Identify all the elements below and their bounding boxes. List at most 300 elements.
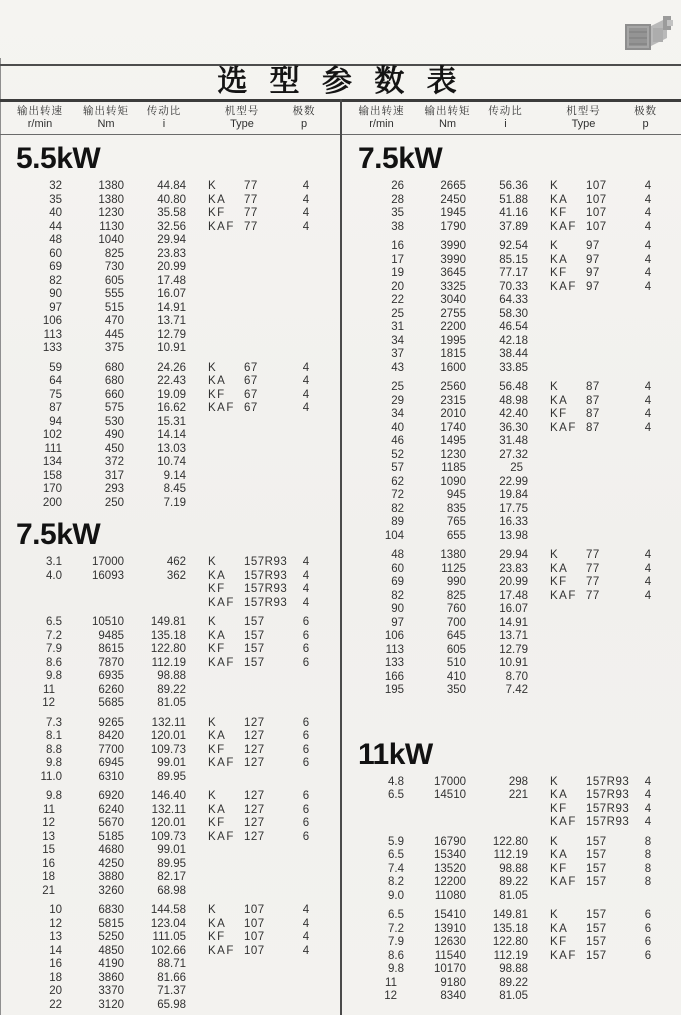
type-size-cell: 107	[244, 904, 265, 916]
type-letter-cell: KA	[550, 193, 569, 206]
type-letter-cell: KAF	[208, 220, 235, 233]
table-row	[0, 470, 340, 484]
poles-cell: 6	[644, 936, 652, 948]
type-size-cell: 157	[586, 949, 607, 962]
poles-cell	[286, 670, 326, 684]
type-size-cell	[584, 308, 628, 322]
table-row	[342, 335, 681, 349]
speed-cell: 69	[391, 576, 404, 588]
torque-cell: 1995	[440, 334, 466, 347]
type-letter-cell: KF	[208, 743, 226, 756]
type-size-cell	[584, 530, 628, 544]
type-size-cell	[242, 771, 286, 785]
column-header-unit: r/min	[27, 118, 53, 130]
torque-cell	[404, 816, 466, 830]
ratio-cell: 16.33	[499, 516, 528, 528]
table-row	[342, 462, 681, 476]
type-letter-cell	[188, 329, 242, 343]
ratio-cell: 144.58	[150, 904, 186, 916]
torque-cell: 730	[104, 261, 124, 273]
ratio-cell: 13.71	[499, 630, 528, 642]
type-size-cell	[242, 429, 286, 443]
ratio-cell: 29.94	[499, 549, 528, 561]
ratio-cell: 81.66	[157, 971, 186, 984]
ratio-group	[342, 549, 681, 698]
type-size-cell	[584, 321, 628, 335]
ratio-cell: 17.48	[157, 274, 186, 287]
type-letter-cell	[188, 315, 242, 329]
type-letter-cell: K	[550, 180, 560, 192]
ratio-cell: 64.33	[499, 294, 528, 306]
table-row	[342, 294, 681, 308]
poles-cell	[628, 321, 668, 335]
poles-cell: 6	[302, 743, 310, 756]
speed-cell: 9.8	[46, 757, 62, 769]
type-letter-cell: K	[208, 361, 218, 374]
poles-cell: 4	[644, 207, 652, 219]
type-size-cell: 97	[586, 240, 600, 252]
type-size-cell	[584, 348, 628, 362]
type-letter-cell	[530, 362, 584, 376]
type-letter-cell	[188, 697, 242, 711]
table-row	[0, 871, 340, 885]
type-letter-cell	[530, 516, 584, 530]
type-letter-cell: KAF	[550, 949, 577, 962]
type-size-cell	[584, 449, 628, 463]
ratio-cell: 42.40	[499, 408, 528, 420]
type-size-cell: 87	[586, 381, 600, 393]
table-row	[0, 697, 340, 711]
ratio-group	[0, 180, 340, 356]
speed-cell: 48	[391, 549, 404, 561]
ratio-cell: 23.83	[499, 562, 528, 575]
ratio-cell: 14.14	[157, 429, 186, 441]
type-letter-cell: KAF	[550, 280, 577, 293]
speed-cell: 133	[384, 657, 404, 669]
table-row	[342, 977, 681, 991]
poles-cell: 8	[644, 862, 652, 875]
poles-cell: 6	[644, 909, 652, 921]
column-header-unit: i	[504, 118, 507, 130]
torque-cell: 14510	[434, 789, 466, 801]
poles-cell: 4	[302, 917, 310, 930]
type-letter-cell: K	[208, 790, 218, 802]
speed-cell: 133	[42, 342, 62, 354]
table-row	[342, 395, 681, 409]
torque-cell: 3260	[98, 884, 124, 897]
table-row	[0, 684, 340, 698]
ratio-cell: 146.40	[150, 790, 186, 802]
poles-cell: 4	[644, 549, 652, 561]
poles-cell: 4	[644, 193, 652, 206]
torque-cell: 6830	[98, 904, 124, 916]
type-size-cell: 87	[586, 408, 600, 420]
ratio-cell: 20.99	[157, 261, 186, 273]
torque-cell: 2450	[440, 193, 466, 206]
speed-cell: 60	[391, 562, 404, 575]
power-section	[0, 142, 340, 510]
type-size-cell: 87	[586, 421, 600, 434]
ratio-cell: 56.36	[499, 180, 528, 192]
gearmotor-photo-icon	[623, 12, 675, 62]
poles-cell: 4	[644, 816, 652, 828]
type-size-cell: 157R93	[244, 583, 288, 595]
ratio-cell: 88.71	[157, 958, 186, 970]
torque-cell: 2560	[440, 381, 466, 393]
type-letter-cell	[188, 885, 242, 899]
speed-cell: 4.0	[46, 569, 62, 582]
table-row	[0, 375, 340, 389]
poles-cell: 6	[302, 716, 310, 729]
table-body	[0, 142, 681, 1012]
column-header-unit: Type	[230, 118, 254, 130]
poles-cell: 4	[644, 280, 652, 293]
type-size-cell: 157	[586, 922, 607, 935]
poles-cell	[628, 435, 668, 449]
torque-cell: 1790	[440, 220, 466, 233]
type-letter-cell: KF	[208, 643, 226, 655]
ratio-cell: 98.88	[499, 862, 528, 875]
type-size-cell	[584, 362, 628, 376]
table-row	[0, 315, 340, 329]
table-row	[0, 999, 340, 1013]
torque-cell: 2315	[440, 394, 466, 407]
speed-cell: 82	[391, 589, 404, 602]
poles-cell	[286, 288, 326, 302]
speed-cell: 35	[391, 207, 404, 219]
ratio-cell: 29.94	[157, 234, 186, 246]
torque-cell: 700	[446, 616, 466, 629]
column-header	[422, 104, 474, 131]
type-size-cell: 77	[244, 180, 258, 192]
torque-cell: 3325	[440, 280, 466, 293]
table-row	[342, 221, 681, 235]
speed-cell: 22	[391, 294, 404, 306]
type-size-cell: 67	[244, 402, 258, 414]
speed-cell: 32	[49, 180, 62, 192]
type-size-cell	[584, 603, 628, 617]
type-letter-cell	[530, 321, 584, 335]
ratio-cell: 7.42	[505, 684, 528, 696]
type-size-cell	[242, 697, 286, 711]
ratio-cell: 89.22	[157, 683, 186, 696]
torque-cell: 9265	[98, 716, 124, 729]
torque-cell: 3645	[440, 267, 466, 279]
speed-cell: 16	[391, 240, 404, 252]
poles-cell: 4	[302, 931, 310, 943]
table-row	[342, 849, 681, 863]
speed-cell: 40	[391, 421, 404, 434]
table-row	[342, 449, 681, 463]
speed-cell: 12	[42, 817, 55, 829]
type-size-cell: 97	[586, 280, 600, 293]
ratio-cell: 24.26	[157, 361, 186, 374]
speed-cell: 34	[391, 408, 404, 420]
poles-cell	[628, 963, 668, 977]
table-row	[0, 771, 340, 785]
poles-cell	[628, 362, 668, 376]
poles-cell	[286, 871, 326, 885]
torque-cell: 1380	[440, 549, 466, 561]
torque-cell: 1130	[99, 220, 124, 233]
ratio-group	[0, 556, 340, 610]
type-size-cell	[242, 342, 286, 356]
poles-cell: 6	[302, 616, 310, 628]
column-header	[288, 104, 320, 131]
column-header-label: 极数	[634, 105, 657, 117]
table-row	[0, 362, 340, 376]
poles-cell: 4	[644, 240, 652, 252]
ratio-cell	[124, 583, 188, 597]
type-letter-cell	[530, 435, 584, 449]
type-size-cell: 157	[586, 835, 607, 848]
poles-cell	[286, 261, 326, 275]
speed-cell: 170	[42, 483, 62, 495]
poles-cell	[628, 671, 668, 685]
table-row	[342, 503, 681, 517]
poles-cell: 4	[302, 569, 310, 582]
ratio-cell: 65.98	[157, 998, 186, 1011]
poles-cell: 8	[644, 849, 652, 861]
table-row	[342, 963, 681, 977]
torque-cell: 945	[446, 489, 466, 501]
type-size-cell: 77	[586, 562, 600, 575]
torque-cell: 1495	[440, 435, 466, 447]
ratio-cell: 81.05	[499, 889, 528, 902]
poles-cell	[628, 294, 668, 308]
poles-cell	[286, 429, 326, 443]
ratio-cell: 149.81	[150, 616, 186, 628]
speed-cell: 11	[43, 683, 55, 696]
torque-cell: 445	[104, 328, 124, 341]
ratio-cell: 123.04	[150, 917, 186, 930]
torque-cell: 765	[446, 516, 466, 528]
table-row	[0, 885, 340, 899]
speed-cell: 111	[44, 442, 62, 455]
ratio-cell: 221	[508, 789, 528, 801]
type-letter-cell: KA	[550, 562, 569, 575]
type-letter-cell	[188, 497, 242, 511]
torque-cell: 1125	[441, 562, 466, 575]
type-size-cell	[242, 999, 286, 1013]
type-letter-cell: K	[550, 381, 560, 393]
type-letter-cell	[530, 449, 584, 463]
ratio-cell: 71.37	[157, 985, 186, 997]
type-size-cell	[242, 470, 286, 484]
speed-cell: 18	[49, 971, 62, 984]
column-header	[80, 104, 132, 131]
ratio-cell: 112.19	[151, 656, 186, 669]
poles-cell	[286, 329, 326, 343]
type-size-cell	[584, 462, 628, 476]
type-letter-cell	[188, 429, 242, 443]
type-letter-cell	[530, 977, 584, 991]
table-row	[342, 816, 681, 830]
speed-cell: 11.0	[40, 770, 62, 783]
type-letter-cell	[188, 416, 242, 430]
poles-cell: 4	[302, 375, 310, 387]
table-row	[342, 530, 681, 544]
column-header-label: 输出转矩	[83, 105, 129, 117]
type-letter-cell	[188, 342, 242, 356]
type-letter-cell: KAF	[550, 220, 577, 233]
type-letter-cell: KA	[550, 253, 569, 266]
ratio-cell: 132.11	[151, 716, 186, 729]
poles-cell	[628, 684, 668, 698]
table-row	[342, 630, 681, 644]
poles-cell: 6	[302, 629, 310, 642]
ratio-cell: 31.48	[499, 435, 528, 447]
ratio-cell: 10.74	[157, 456, 186, 468]
poles-cell	[286, 858, 326, 872]
type-letter-cell: KF	[550, 802, 568, 815]
table-row	[0, 717, 340, 731]
poles-cell: 6	[302, 643, 310, 655]
speed-cell: 12	[384, 990, 397, 1002]
type-letter-cell: KF	[550, 862, 568, 875]
poles-cell	[286, 497, 326, 511]
torque-cell: 515	[104, 301, 124, 314]
torque-cell: 6935	[98, 670, 124, 682]
poles-cell	[286, 985, 326, 999]
poles-cell: 4	[302, 220, 310, 233]
table-row	[342, 950, 681, 964]
table-row	[342, 876, 681, 890]
type-letter-cell	[188, 844, 242, 858]
torque-cell: 1600	[440, 361, 466, 374]
column-header-unit: i	[162, 118, 166, 130]
type-letter-cell: KA	[208, 629, 227, 642]
speed-cell: 9.8	[46, 790, 62, 802]
speed-cell: 7.2	[388, 922, 404, 935]
torque-cell: 3990	[440, 240, 466, 252]
type-size-cell	[584, 435, 628, 449]
ratio-cell: 112.19	[493, 849, 528, 861]
type-letter-cell	[530, 657, 584, 671]
torque-cell: 12200	[434, 876, 466, 888]
table-row	[342, 863, 681, 877]
speed-cell: 21	[42, 884, 55, 897]
poles-cell	[628, 630, 668, 644]
poles-cell: 4	[644, 180, 652, 192]
ratio-cell: 462	[166, 556, 186, 568]
type-size-cell: 157	[244, 643, 265, 655]
speed-cell: 9.0	[388, 889, 404, 902]
speed-cell: 44	[49, 220, 62, 233]
poles-cell	[286, 697, 326, 711]
speed-cell: 113	[385, 643, 404, 656]
poles-cell	[628, 516, 668, 530]
type-size-cell	[242, 443, 286, 457]
torque-cell: 17000	[434, 775, 466, 788]
table-header-row	[0, 104, 340, 131]
poles-cell: 4	[644, 220, 652, 233]
type-letter-cell: KAF	[550, 816, 577, 828]
type-size-cell	[584, 617, 628, 631]
type-size-cell: 77	[586, 576, 600, 588]
table-row	[0, 643, 340, 657]
speed-cell: 90	[391, 603, 404, 615]
table-row	[342, 836, 681, 850]
type-size-cell	[242, 985, 286, 999]
power-rating-heading: 7.5kW	[358, 142, 443, 175]
ratio-cell: 36.30	[499, 421, 528, 434]
type-size-cell: 157	[586, 936, 607, 948]
poles-cell: 8	[644, 876, 652, 888]
poles-cell	[286, 972, 326, 986]
type-size-cell: 157R93	[586, 775, 630, 788]
type-size-cell	[242, 871, 286, 885]
type-size-cell	[242, 302, 286, 316]
speed-cell: 60	[49, 247, 62, 260]
speed-cell: 12	[49, 917, 62, 930]
ratio-cell: 135.18	[150, 629, 186, 642]
poles-cell: 4	[302, 402, 310, 414]
table-row	[0, 744, 340, 758]
ratio-cell: 10.91	[157, 342, 186, 354]
type-letter-cell	[530, 990, 584, 1004]
ratio-cell: 82.17	[157, 871, 186, 883]
ratio-cell: 46.54	[499, 321, 528, 333]
table-row	[342, 267, 681, 281]
table-row	[342, 516, 681, 530]
speed-cell: 89	[391, 516, 404, 528]
ratio-cell: 122.80	[492, 835, 528, 848]
ratio-cell: 99.01	[157, 844, 186, 856]
table-row	[0, 858, 340, 872]
table-row	[342, 936, 681, 950]
speed-cell: 4.8	[388, 775, 404, 788]
table-row	[342, 362, 681, 376]
type-letter-cell: KAF	[550, 421, 577, 434]
poles-cell: 6	[644, 922, 652, 935]
torque-cell	[62, 583, 124, 597]
ratio-cell: 20.99	[499, 576, 528, 588]
column-header	[538, 104, 630, 131]
torque-cell: 9180	[440, 976, 466, 989]
torque-cell: 575	[104, 402, 124, 414]
ratio-cell: 112.19	[493, 949, 528, 962]
column-header-label: 机型号	[566, 105, 601, 117]
poles-cell: 4	[644, 253, 652, 266]
type-size-cell: 157	[586, 849, 607, 861]
table-row	[0, 583, 340, 597]
poles-cell	[628, 335, 668, 349]
table-row	[342, 909, 681, 923]
poles-cell	[286, 958, 326, 972]
poles-cell	[628, 476, 668, 490]
table-row	[342, 435, 681, 449]
poles-cell: 4	[644, 421, 652, 434]
speed-cell: 6.5	[388, 849, 404, 861]
table-row	[0, 630, 340, 644]
ratio-group	[342, 909, 681, 1004]
poles-cell	[628, 308, 668, 322]
type-letter-cell	[188, 302, 242, 316]
type-letter-cell	[188, 261, 242, 275]
table-row	[342, 489, 681, 503]
ratio-cell: 81.05	[499, 990, 528, 1002]
type-size-cell: 127	[244, 716, 265, 729]
speed-cell: 158	[42, 469, 62, 482]
torque-cell: 10510	[92, 616, 124, 628]
poles-cell	[628, 348, 668, 362]
type-size-cell: 107	[244, 944, 265, 957]
torque-cell: 15410	[434, 909, 466, 921]
torque-cell: 835	[446, 502, 466, 515]
speed-cell: 15	[42, 844, 55, 856]
type-letter-cell	[530, 963, 584, 977]
